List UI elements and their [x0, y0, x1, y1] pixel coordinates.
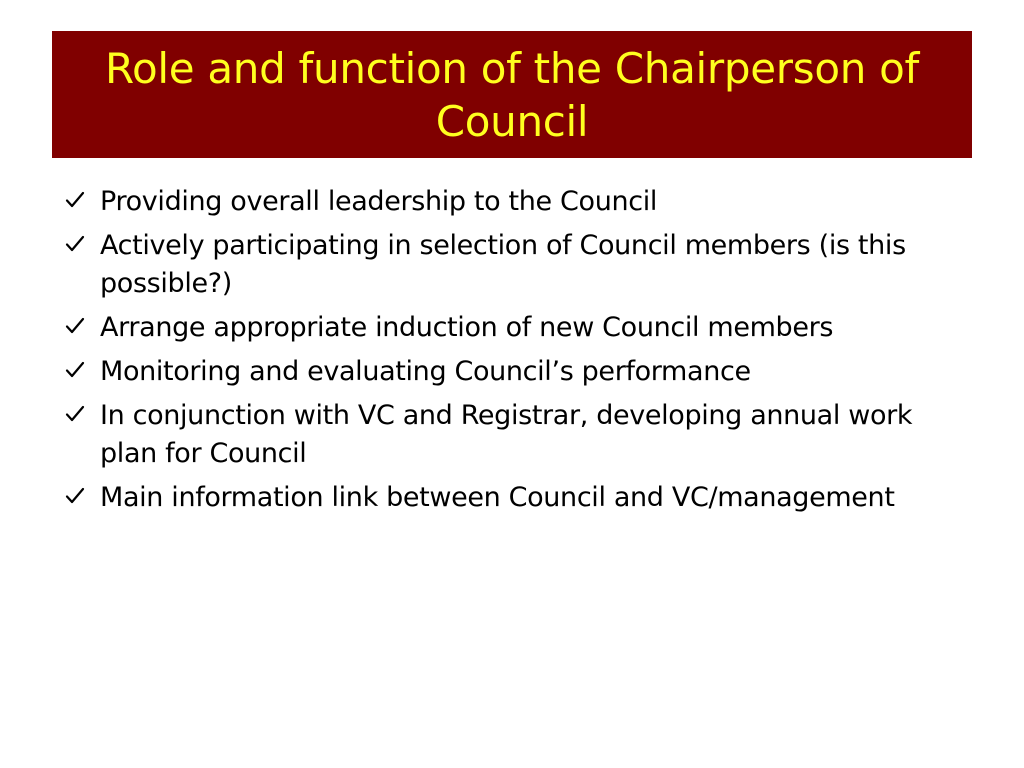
- checkmark-icon: [62, 479, 100, 517]
- checkmark-icon: [62, 183, 100, 221]
- bullet-list: [62, 183, 942, 523]
- list-item: [62, 397, 942, 473]
- bullet-text: In conjunction with VC and Registrar, developing annual work plan for Council: [100, 400, 913, 469]
- bullet-text: Actively participating in selection of Council members (is this possible?): [100, 230, 906, 299]
- list-item: [62, 479, 942, 517]
- list-item: [62, 183, 942, 221]
- checkmark-icon: [62, 353, 100, 391]
- title-banner: [52, 31, 972, 158]
- list-item: [62, 309, 942, 347]
- checkmark-icon: [62, 309, 100, 347]
- checkmark-icon: [62, 397, 100, 435]
- slide-title: Role and function of the Chairperson of Council: [105, 43, 919, 146]
- bullet-text: Monitoring and evaluating Council’s performance: [100, 356, 751, 387]
- bullet-text: Arrange appropriate induction of new Council members: [100, 312, 834, 343]
- list-item: [62, 227, 942, 303]
- list-item: [62, 353, 942, 391]
- bullet-text: Main information link between Council and VC/management: [100, 482, 895, 513]
- checkmark-icon: [62, 227, 100, 265]
- bullet-text: Providing overall leadership to the Council: [100, 186, 658, 217]
